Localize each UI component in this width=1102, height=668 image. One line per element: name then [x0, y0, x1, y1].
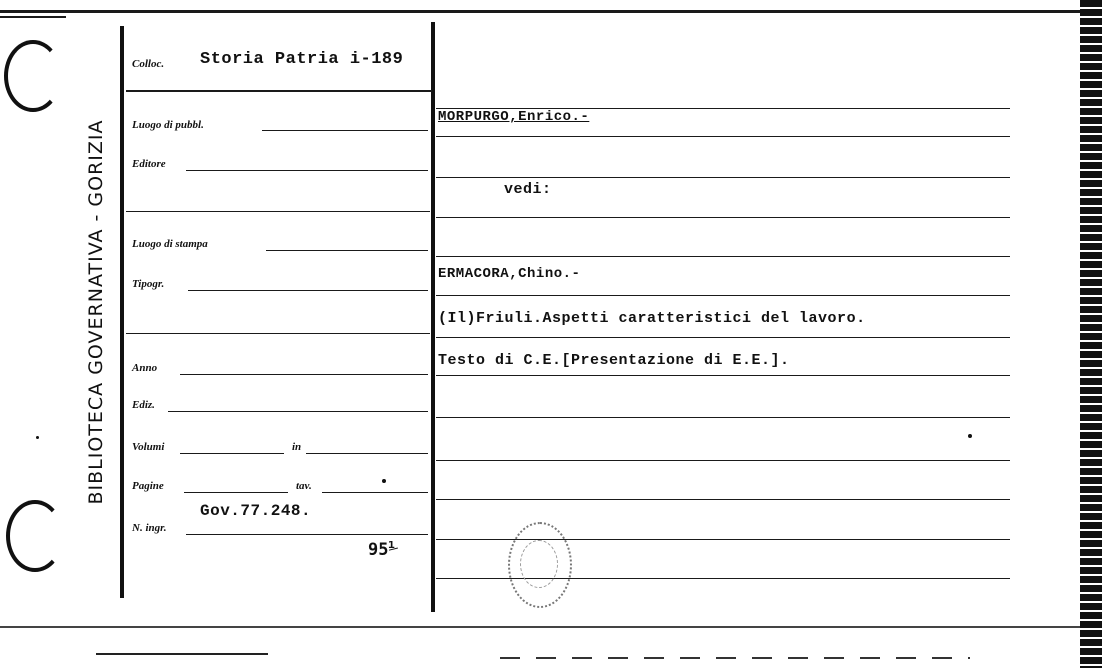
library-name: BIBLIOTECA GOVERNATIVA - GORIZIA [85, 119, 107, 505]
ink-speck [36, 436, 39, 439]
line-volumi [180, 453, 284, 454]
right-line-2 [436, 136, 1010, 137]
line-editore [186, 170, 428, 171]
right-line-10 [436, 460, 1010, 461]
bottom-stub-line [96, 653, 268, 655]
right-binding-edge [1080, 0, 1102, 668]
ink-speck [968, 434, 972, 438]
value-collocazione: Storia Patria i-189 [200, 50, 404, 69]
label-editore: Editore [132, 158, 166, 170]
line-anno [180, 374, 428, 375]
top-tick [0, 16, 66, 18]
right-line-7 [436, 337, 1010, 338]
label-ediz: Ediz. [132, 399, 155, 411]
entry-ref-author: ERMACORA,Chino.- [438, 266, 581, 282]
entry-title: (Il)Friuli.Aspetti caratteristici del lavoro. [438, 310, 866, 327]
right-line-4 [436, 217, 1010, 218]
punch-hole-bottom [6, 500, 64, 572]
entry-author: MORPURGO,Enrico.- [438, 109, 590, 125]
right-line-3 [436, 177, 1010, 178]
library-stamp-inner [520, 540, 558, 588]
handwritten-number: 95⅟ [368, 540, 399, 560]
entry-vedi: vedi: [504, 181, 552, 198]
label-n-ingr: N. ingr. [132, 522, 167, 534]
line-left-blank-2 [126, 333, 430, 334]
line-left-blank-1 [126, 211, 430, 212]
bottom-card-edge [0, 626, 1080, 628]
punch-hole-top [4, 40, 62, 112]
value-n-ingr: Gov.77.248. [200, 502, 312, 520]
label-collocazione: Colloc. [132, 58, 165, 70]
top-border [0, 10, 1080, 13]
label-volumi: Volumi [132, 441, 165, 453]
line-luogo-pubbl [262, 130, 428, 131]
line-collocazione [126, 90, 432, 92]
right-line-5 [436, 256, 1010, 257]
label-tav: tav. [296, 480, 312, 492]
line-pagine [184, 492, 288, 493]
label-pagine: Pagine [132, 480, 164, 492]
label-luogo-stampa: Luogo di stampa [132, 238, 208, 250]
line-tipogr [188, 290, 428, 291]
bottom-stub-dashes [500, 657, 970, 659]
line-in [306, 453, 428, 454]
right-line-6 [436, 295, 1010, 296]
entry-note: Testo di C.E.[Presentazione di E.E.]. [438, 352, 790, 369]
right-line-8 [436, 375, 1010, 376]
label-in: in [292, 441, 302, 453]
middle-vertical-rule [431, 22, 435, 612]
label-luogo-pubbl: Luogo di pubbl. [132, 119, 204, 131]
label-tipogr: Tipogr. [132, 278, 165, 290]
line-luogo-stampa [266, 250, 428, 251]
line-tav [322, 492, 428, 493]
ink-speck [382, 479, 386, 483]
left-vertical-rule [120, 26, 124, 598]
right-line-9 [436, 417, 1010, 418]
line-ediz [168, 411, 428, 412]
label-anno: Anno [132, 362, 158, 374]
line-n-ingr [186, 534, 428, 535]
right-line-11 [436, 499, 1010, 500]
